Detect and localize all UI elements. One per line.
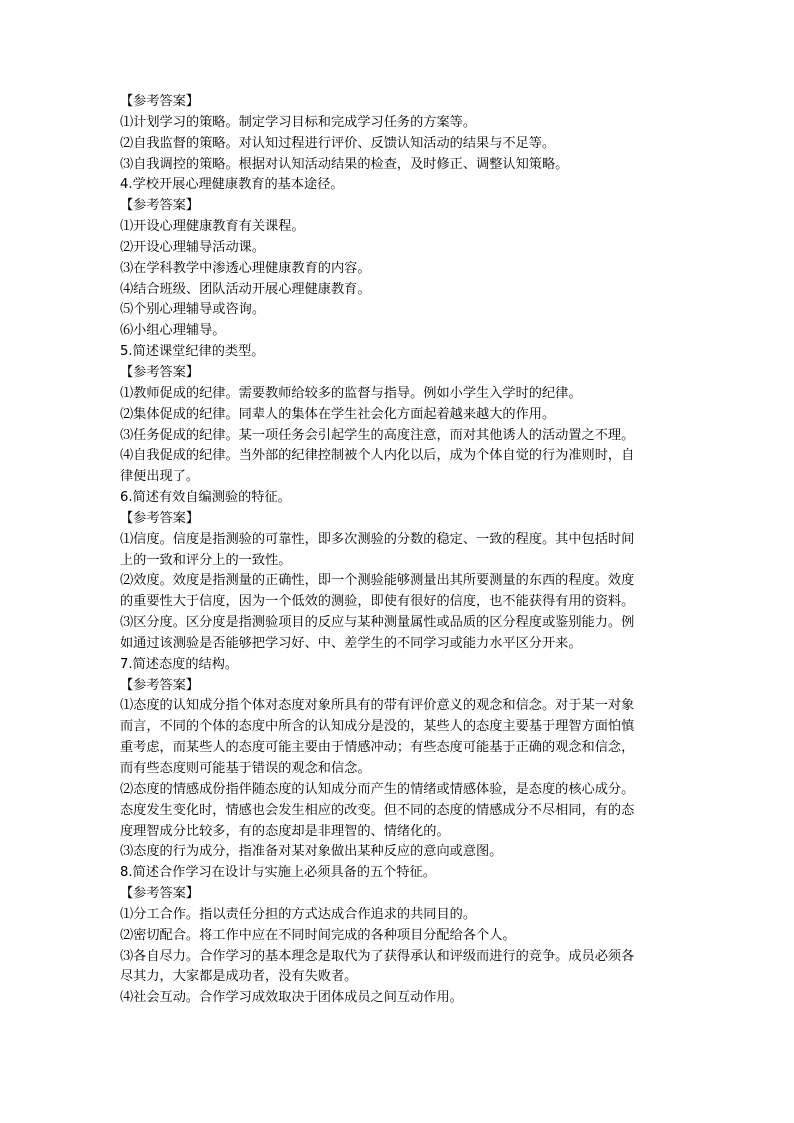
text-line: ⑴分工合作。指以责任分担的方式达成合作追求的共同目的。 [120, 906, 477, 922]
text-line: ⑴计划学习的策略。制定学习目标和完成学习任务的方案等。 [120, 114, 477, 130]
text-line: 重考虑，而某些人的态度可能主要由于情感冲动；有些态度可能基于正确的观念和信念， [120, 740, 635, 756]
text-line: ⑹小组心理辅导。 [120, 323, 226, 339]
answer-heading: 【参考答案】 [120, 364, 200, 380]
answer-heading: 【参考答案】 [120, 510, 200, 526]
text-line: ⑶区分度。区分度是指测验项目的反应与某种测量属性或品质的区分程度或鉴别能力。例 [120, 615, 635, 631]
text-line: ⑵开设心理辅导活动课。 [120, 239, 266, 255]
question-8: 8.简述合作学习在设计与实施上必须具备的五个特征。 [120, 865, 436, 881]
text-line: 而有些态度则可能基于错误的观念和信念。 [120, 761, 371, 776]
text-line: ⑴信度。信度是指测验的可靠性，即多次测验的分数的稳定、一致的程度。其中包括时间 [120, 531, 635, 547]
text-line: ⑷自我促成的纪律。当外部的纪律控制被个人内化以后，成为个体自觉的行为准则时，自 [120, 448, 635, 464]
question-6: 6.简述有效自编测验的特征。 [120, 490, 291, 506]
document-page [120, 92, 680, 1009]
text-line: 而言，不同的个体的态度中所含的认知成分是没的，某些人的态度主要基于理智方面怕慎 [120, 719, 635, 735]
text-line: ⑶自我调控的策略。根据对认知活动结果的检查，及时修正、调整认知策略。 [120, 156, 569, 172]
text-line: 尽其力，大家都是成功者，没有失败者。 [120, 969, 358, 985]
text-line: ⑷结合班级、团队活动开展心理健康教育。 [120, 281, 371, 297]
question-7: 7.简述态度的结构。 [120, 656, 239, 672]
text-line: ⑶态度的行为成分，指准备对某对象做出某种反应的意向或意图。 [120, 844, 503, 860]
answer-heading: 【参考答案】 [120, 94, 200, 109]
text-line: ⑷社会互动。合作学习成效取决于团体成员之间互动作用。 [120, 990, 463, 1006]
text-line: 的重要性大于信度，因为一个低效的测验，即使有很好的信度，也不能获得有用的资料。 [120, 594, 635, 610]
text-line: ⑴态度的认知成分指个体对态度对象所具有的带有评价意义的观念和信念。对于某一对象 [120, 698, 635, 714]
text-line: ⑸个别心理辅导或咨询。 [120, 302, 266, 318]
text-line: ⑵集体促成的纪律。同辈人的集体在学生社会化方面起着越来越大的作用。 [120, 406, 556, 422]
text-line: 态度发生变化时，情感也会发生相应的改变。但不同的态度的情感成分不尽相同，有的态 [120, 802, 635, 818]
text-line: ⑵态度的情感成份指伴随态度的认知成分而产生的情绪或情感体验，是态度的核心成分。 [120, 781, 635, 797]
answer-heading: 【参考答案】 [120, 677, 200, 693]
answer-heading: 【参考答案】 [120, 886, 200, 902]
text-line: 度理智成分比较多，有的态度却是非理智的、情绪化的。 [120, 823, 450, 839]
text-line: ⑵效度。效度是指测量的正确性，即一个测验能够测量出其所要测量的东西的程度。效度 [120, 573, 635, 589]
text-line: ⑵自我监督的策略。对认知过程进行评价、反馈认知活动的结果与不足等。 [120, 135, 556, 151]
question-4: 4.学校开展心理健康教育的基本途径。 [120, 177, 344, 193]
text-line: ⑴开设心理健康教育有关课程。 [120, 219, 305, 235]
text-line: ⑵密切配合。将工作中应在不同时间完成的各种项目分配给各个人。 [120, 927, 516, 943]
text-line: ⑴教师促成的纪律。需要教师给较多的监督与指导。例如小学生入学时的纪律。 [120, 385, 582, 401]
text-line: ⑶任务促成的纪律。某一项任务会引起学生的高度注意，而对其他诱人的活动置之不理。 [120, 427, 635, 443]
text-line: 如通过该测验是否能够把学习好、中、差学生的不同学习或能力水平区分开来。 [120, 635, 582, 651]
question-5: 5.简述课堂纪律的类型。 [120, 344, 265, 360]
text-line: 上的一致和评分上的一致性。 [120, 552, 292, 568]
answer-heading: 【参考答案】 [120, 198, 200, 214]
text-line: ⑶在学科教学中渗透心理健康教育的内容。 [120, 260, 371, 276]
text-line: ⑶各自尽力。合作学习的基本理念是取代为了获得承认和评级而进行的竞争。成员必须各 [120, 948, 635, 964]
text-line: 律便出现了。 [120, 469, 200, 485]
